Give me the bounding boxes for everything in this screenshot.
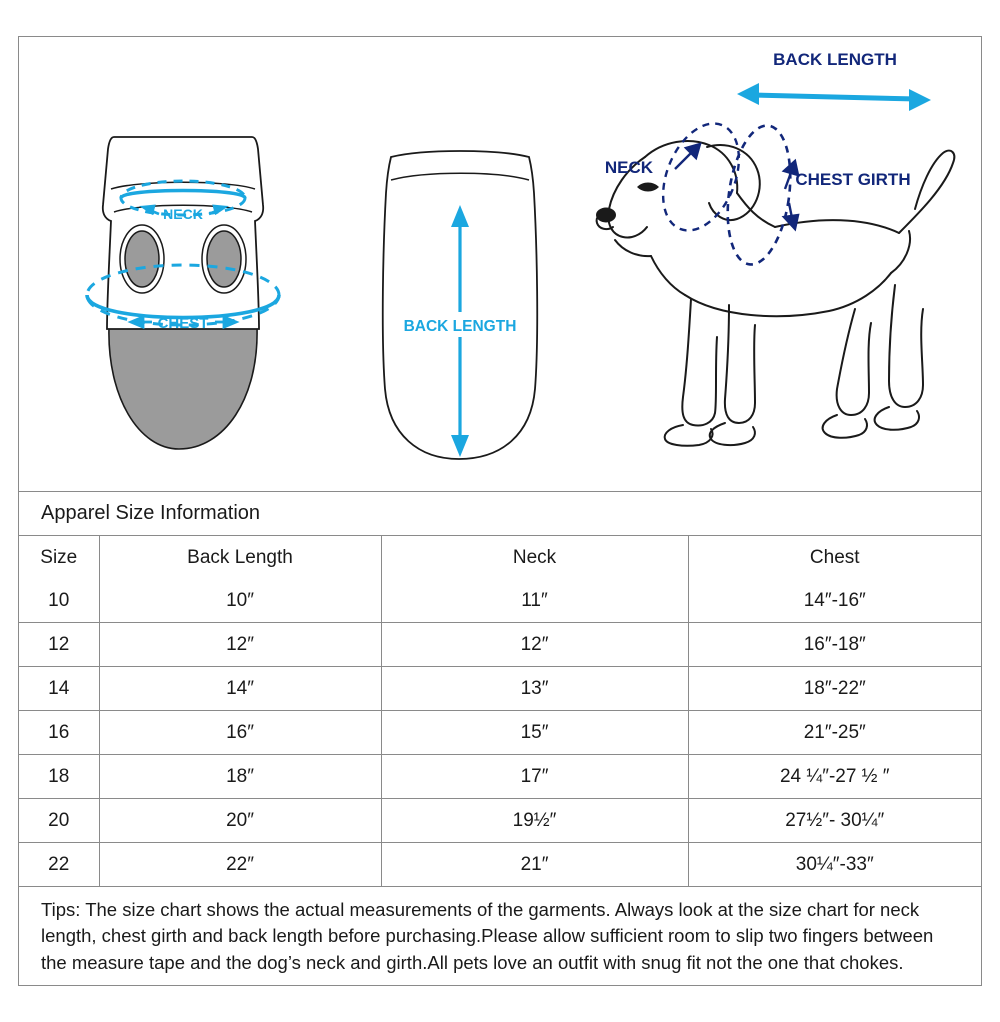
table-row: [19, 843, 981, 887]
column-header-size: Size: [19, 536, 99, 579]
cell-size: 22: [19, 843, 99, 887]
cell-chest: 14″-16″: [688, 579, 981, 623]
column-header-chest: Chest: [809, 546, 860, 568]
cell-size: 18: [19, 755, 99, 799]
cell-neck: 11″: [381, 579, 688, 623]
label-dog-neck: NECK: [604, 158, 654, 177]
cell-back-length: 20″: [99, 799, 381, 843]
cell-size: 20: [19, 799, 99, 843]
table-caption-text: Apparel Size Information: [41, 502, 261, 524]
cell-chest: 24 ¼″-27 ½ ″: [688, 755, 981, 799]
cell-back-length: 14″: [99, 667, 381, 711]
table-header-row: [19, 536, 981, 579]
dog-figure: [579, 37, 983, 492]
cell-size: 16: [19, 711, 99, 755]
cell-neck: 12″: [381, 623, 688, 667]
cell-chest: 18″-22″: [688, 667, 981, 711]
cell-chest: 30¼″-33″: [795, 853, 874, 875]
cell-size: 10: [19, 579, 99, 623]
cell-chest: 27½″- 30¼″: [688, 799, 981, 843]
illustration-panel: [19, 37, 981, 492]
size-chart-sheet: [18, 36, 982, 986]
label-neck: NECK: [163, 206, 203, 222]
size-table: [19, 536, 981, 886]
table-row: [19, 755, 981, 799]
label-dog-chest-girth: CHEST GIRTH: [795, 170, 911, 189]
label-back-length: BACK LENGTH: [403, 318, 517, 335]
label-dog-back-length: BACK LENGTH: [773, 50, 897, 69]
cell-neck: 17″: [381, 755, 688, 799]
cell-back-length: 22″: [99, 843, 381, 887]
garment-back-figure: [329, 37, 594, 492]
cell-chest: 16″-18″: [688, 623, 981, 667]
cell-back-length: 10″: [99, 579, 381, 623]
column-header-back-length: Back Length: [99, 536, 381, 579]
cell-neck: 19½″: [381, 799, 688, 843]
cell-neck: 15″: [381, 711, 688, 755]
table-row: [19, 623, 981, 667]
cell-size: 14: [19, 667, 99, 711]
table-row: [19, 667, 981, 711]
cell-size: 12: [19, 623, 99, 667]
cell-chest: 21″-25″: [688, 711, 981, 755]
cell-back-length: 16″: [99, 711, 381, 755]
table-caption: [19, 492, 981, 536]
cell-back-length: 12″: [99, 623, 381, 667]
table-row: [19, 799, 981, 843]
cell-neck: 21″: [381, 843, 688, 887]
garment-front-figure: [19, 37, 329, 492]
cell-back-length: 18″: [99, 755, 381, 799]
column-header-neck: Neck: [381, 536, 688, 579]
label-chest: CHEST: [157, 315, 209, 332]
tips-text: Tips: The size chart shows the actual measurements of the garments. Always look at the size chart for neck length, chest girth and back length before purchasing.Please allow sufficient room to slip two fingers between the measure tape and the dog’s neck and girth.All pets love an outfit with snug fit not the one that chokes.: [19, 886, 981, 984]
table-row: [19, 579, 981, 623]
table-row: [19, 711, 981, 755]
cell-neck: 13″: [381, 667, 688, 711]
